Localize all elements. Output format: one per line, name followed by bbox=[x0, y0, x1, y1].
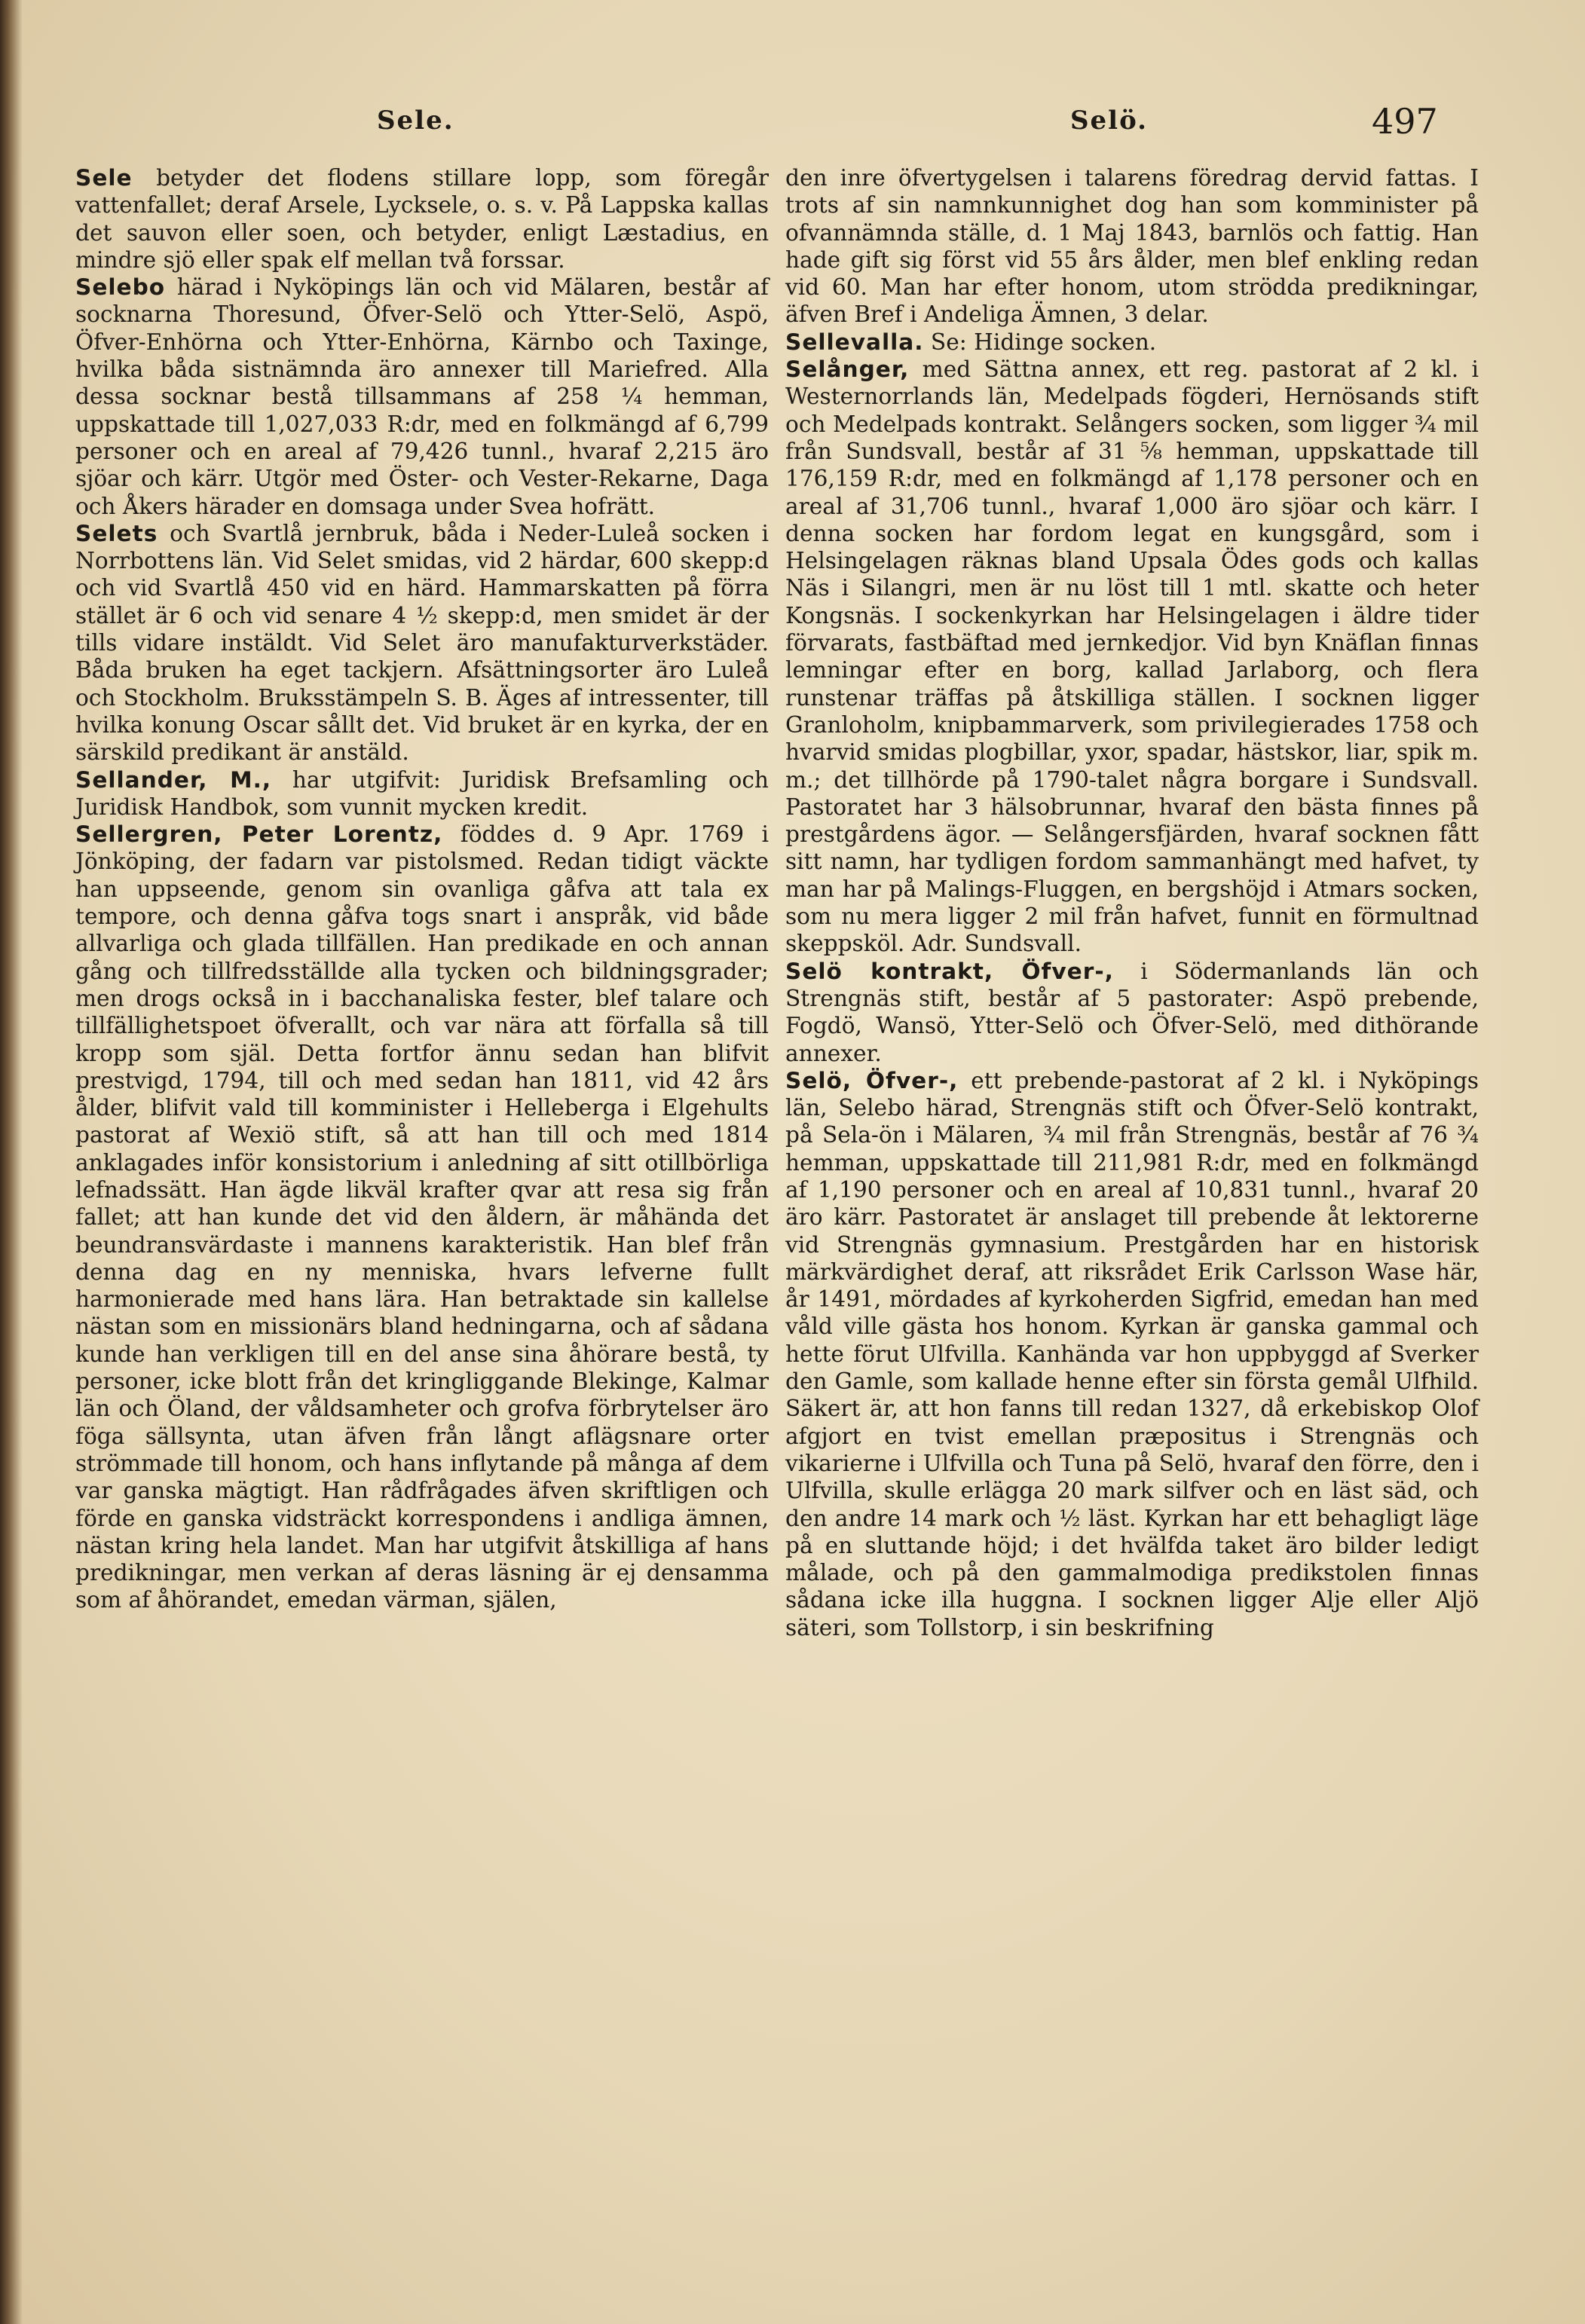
page-number: 497 bbox=[1372, 101, 1438, 142]
entry-sellergren bbox=[75, 821, 769, 1614]
headword: Sellander, M., bbox=[75, 766, 272, 793]
entry-selo-kontrakt bbox=[785, 958, 1479, 1067]
headword: Selets bbox=[75, 520, 158, 546]
entry-sellergren-continued bbox=[785, 164, 1479, 329]
headword: Sellergren, Peter Lorentz, bbox=[75, 821, 443, 848]
entry-text: med Sättna annex, ett reg. pastorat af 2 kl. i Westernorrlands län, Medelpads fögderi, Hernösands stift och Medelpads kontrakt. Selångers socken, som ligger ¾ mil från Sundsvall, består af 31 ⅝ hemman, uppskattade till 176,159 R:dr, med en folkmängd af 1,178 personer och en areal af 31,706 tunnl., hvaraf 1,000 äro sjöar och kärr. I denna socken har fordom legat en kungsgård, som i Helsingelagen räknas bland Upsala Ödes gods och kallas Näs i Silangri, men är nu löst till 1 mtl. skatte och heter Kongsnäs. I sockenkyrkan har Helsingelagen i äldre tider förvarats, fastbäftad med jernkedjor. Vid byn Knäflan finnas lemningar efter en borg, kallad Jarlaborg, och flera runstenar träffas på åtskilliga ställen. I socknen ligger Granloholm, knipbammarverk, som privilegierades 1758 och hvarvid smidas plogbillar, yxor, spadar, hästskor, liar, spik m. m.; det tillhörde på 1790-talet några borgare i Sundsvall. Pastoratet har 3 hälsobrunnar, hvaraf den bästa finnes på prestgårdens ägor. — Selångersfjärden, hvaraf socknen fått sitt namn, har tydligen fordom sammanhängt med hafvet, ty man har på Malings-Fluggen, en bergshöjd i Atmars socken, som nu mera ligger 2 mil från hafvet, funnit en förmultnad skeppsköl. Adr. Sundsvall. bbox=[785, 356, 1479, 957]
entry-text: härad i Nyköpings län och vid Mälaren, består af socknarna Thoresund, Öfver-Selö och Ytter-Selö, Aspö, Öfver-Enhörna och Ytter-Enhörna, Kärnbo och Taxinge, hvilka båda sistnämnda äro annexer till Mariefred. Alla dessa socknar bestå tillsammans af 258 ¼ hemman, uppskattade till 1,027,033 R:dr, med en folkmängd af 6,799 personer och en areal af 79,426 tunnl., hvaraf 2,215 äro sjöar och kärr. Utgör med Öster- och Vester-Rekarne, Daga och Åkers härader en domsaga under Svea hofrätt. bbox=[75, 274, 769, 519]
header-right-keyword: Selö. bbox=[1070, 105, 1149, 136]
entry-sellevalla bbox=[785, 329, 1479, 356]
left-column bbox=[75, 164, 769, 1614]
entry-text: föddes d. 9 Apr. 1769 i Jönköping, der fadarn var pistolsmed. Redan tidigt väckte han uppseende, genom sin ovanliga gåfva att tala ex tempore, och denna gåfva togs snart i anspråk, vid både allvarliga och glada tillfällen. Han predikade en och annan gång och tillfredsställde alla tycken och bildningsgrader; men drogs också in i bacchanaliska fester, blef talare och tillfällighetspoet öfverallt, och var nära att förfalla så till kropp som själ. Detta fortfor ännu sedan han blifvit prestvigd, 1794, till och med sedan han 1811, vid 42 års ålder, blifvit vald till komminister i Helleberga i Elgehults pastorat af Wexiö stift, så att han till och med 1814 anklagades inför konsistorium i anledning af sitt otillbörliga lefnadssätt. Han ägde likväl krafter qvar att resa sig från fallet; att han kunde det vid den åldern, är måhända det beundransvärdaste i mannens karakteristik. Han blef från denna dag en ny menniska, hvars lefverne fullt harmonierade med hans lära. Han betraktade sin kallelse nästan som en missionärs bland hedningarna, och af sådana kunde han verkligen till en del anse sina åhörare bestå, ty personer, icke blott från det kringliggande Blekinge, Kalmar län och Öland, der våldsamheter och grofva förbrytelser äro föga sällsynta, utan äfven från långt aflägsnare orter strömmade till honom, och hans inflytande på många af dem var ganska mägtigt. Han rådfrågades äfven skriftligen och förde en ganska vidsträckt korrespondens i andliga ämnen, nästan kring hela landet. Man har utgifvit åtskilliga af hans predikningar, men verkan af deras läsning är ej densamma som af åhörandet, emedan värman, själen, bbox=[75, 821, 769, 1613]
headword: Sele bbox=[75, 165, 133, 191]
entry-text: och Svartlå jernbruk, båda i Neder-Luleå socken i Norrbottens län. Vid Selet smidas, vid 2 härdar, 600 skepp:d och vid Svartlå 450 vid en härd. Hammarskatten på förra stället är 6 och vid senare 4 ½ skepp:d, men smidet är der tills vidare instäldt. Vid Selet äro manufakturverkstäder. Båda bruken ha eget tackjern. Afsättningsorter äro Luleå och Stockholm. Bruksstämpeln S. B. Äges af intressenter, till hvilka konung Oscar sållt det. Vid bruket är en kyrka, der en särskild predikant är anstäld. bbox=[75, 520, 769, 766]
entry-selanger bbox=[785, 356, 1479, 958]
entry-text: har utgifvit: Juridisk Brefsamling och Juridisk Handbok, som vunnit mycken kredit. bbox=[75, 766, 769, 820]
headword: Selö kontrakt, Öfver-, bbox=[785, 958, 1114, 984]
headword: Sellevalla. bbox=[785, 329, 924, 355]
page-binding-edge bbox=[0, 0, 23, 2324]
running-header bbox=[83, 101, 1462, 151]
entry-selets bbox=[75, 520, 769, 766]
headword: Selö, Öfver-, bbox=[785, 1067, 959, 1093]
entry-sele bbox=[75, 164, 769, 274]
entry-text: i Södermanlands län och Strengnäs stift, består af 5 pastorater: Aspö prebende, Fogdö, Wansö, Ytter-Selö och Öfver-Selö, med dithörande annexer. bbox=[785, 958, 1479, 1066]
right-column bbox=[785, 164, 1479, 1641]
header-left-keyword: Sele. bbox=[377, 105, 454, 136]
entry-text: betyder det flodens stillare lopp, som föregår vattenfallet; deraf Arsele, Lycksele, o. s. v. På Lappska kallas det sauvon eller soen, och betyder, enligt Læstadius, en mindre sjö eller spak elf mellan två forssar. bbox=[75, 165, 769, 273]
entry-text: Se: Hidinge socken. bbox=[923, 329, 1157, 355]
entry-text: den inre öfvertygelsen i talarens föredrag dervid fattas. I trots af sin namnkunnighet dog han som komminister på ofvannämnda ställe, d. 1 Maj 1843, barnlös och fattig. Han hade gift sig först vid 55 års ålder, men blef enkling redan vid 60. Man har efter honom, utom strödda predikningar, äfven Bref i Andeliga Ämnen, 3 delar. bbox=[785, 165, 1479, 328]
entry-text: ett prebende-pastorat af 2 kl. i Nyköpings län, Selebo härad, Strengnäs stift och Öfver-Selö kontrakt, på Sela-ön i Mälaren, ¾ mil från Strengnäs, består af 76 ¾ hemman, uppskattade till 211,981 R:dr, med en folkmängd af 1,190 personer och en areal af 10,831 tunnl., hvaraf 20 äro kärr. Pastoratet är anslaget till prebende åt lektorerne vid Strengnäs gymnasium. Prestgården har en historisk märkvärdighet deraf, att riksrådet Erik Carlsson Wase här, år 1491, mördades af kyrkoherden Sigfrid, emedan han med våld ville gästa hos honom. Kyrkan är ganska gammal och hette förut Ulfvilla. Kanhända var hon uppbyggd af Sverker den Gamle, som kallade henne efter sin första gemål Ulfhild. Säkert är, att hon fanns till redan 1327, då erkebiskop Olof afgjort en tvist emellan præpositus i Strengnäs och vikarierne i Ulfvilla och Tuna på Selö, hvaraf den förre, den i Ulfvilla, skulle erlägga 20 mark silfver och en läst säd, och den andre 14 mark och ½ läst. Kyrkan har ett behagligt läge på en sluttande höjd; i det hvälfda taket äro bilder ledigt målade, och på den gammalmodiga predikstolen finnas sådana icke illa huggna. I socknen ligger Alje eller Aljö säteri, som Tollstorp, i sin beskrifning bbox=[785, 1067, 1479, 1641]
headword: Selånger, bbox=[785, 356, 910, 383]
entry-selo-ofver bbox=[785, 1067, 1479, 1641]
entry-sellander bbox=[75, 766, 769, 821]
entry-selebo bbox=[75, 274, 769, 520]
headword: Selebo bbox=[75, 274, 166, 301]
